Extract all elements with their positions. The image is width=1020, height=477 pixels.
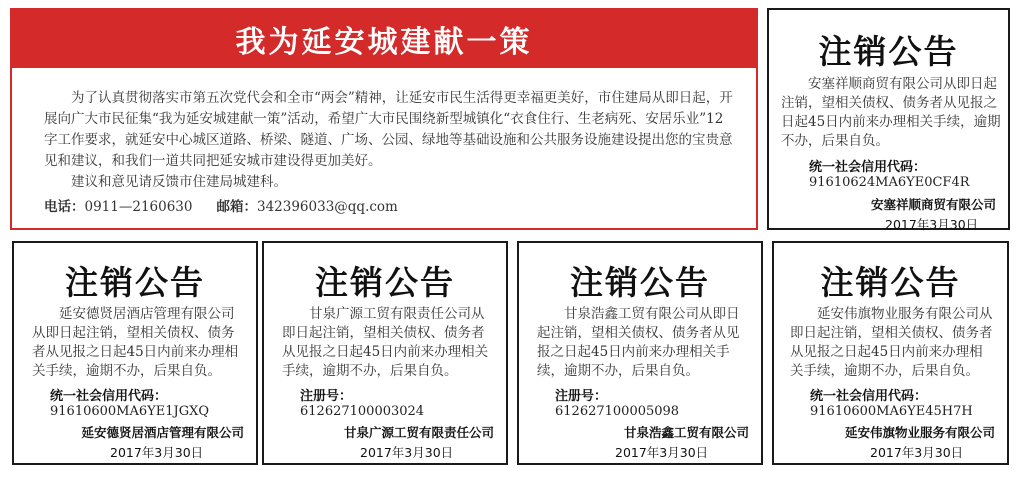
proposal-paragraph: 为了认真贯彻落实市第五次党代会和全市“两会”精神，让延安市民生活得更幸福更美好，市住建局从即日起，开展向广大市民征集“我为延安城建献一策”活动，希望广大市民围绕新型城镇化“衣食住行、生老病死、安居乐业”12字工作要求，就延安中心城区道路、桥梁、隧道、广场、公园、绿地等基础设施和公共服务设施建设提出您的宝贵意见和建议，和我们一道共同把延安城市建设得更加美好。: [44, 90, 733, 169]
cancellation-notice: [12, 241, 258, 465]
email-label: 邮箱：: [216, 199, 257, 215]
notice-date: 2017年3月30日: [360, 445, 454, 460]
notice-body: 延安德贤居酒店管理有限公司从即日起注销，望相关债权、债务者从见报之日起45日内前来办理相关手续，逾期不办，后果自负。: [32, 306, 239, 379]
notice-title: 注销公告: [570, 263, 710, 302]
notice-code-label: 统一社会信用代码：: [50, 389, 168, 404]
notice-body: 延安伟旗物业服务有限公司从即日起注销，望相关债权、债务者从见报之日起45日内前来办理相关手续，逾期不办，后果自负。: [790, 306, 993, 379]
notice-body: 安塞祥顺商贸有限公司从即日起注销，望相关债权、债务者从见报之日起45日内前来办理相关手续，逾期不办，后果自负。: [781, 76, 1001, 149]
notice-code-label: 注册号：: [300, 389, 353, 404]
email-address: 342396033@qq.com: [256, 199, 398, 215]
notice-code-label: 注册号：: [555, 389, 608, 404]
notice-title: 注销公告: [65, 263, 205, 302]
notice-date: 2017年3月30日: [885, 217, 979, 232]
proposal-contact: [44, 197, 734, 218]
proposal-body: [44, 88, 734, 218]
notice-company: 安塞祥顺商贸有限公司: [870, 197, 996, 212]
notice-company: 甘泉广源工贸有限责任公司: [343, 425, 494, 440]
notice-code-label: 统一社会信用代码：: [809, 160, 927, 175]
cancellation-notice: [262, 241, 508, 465]
notice-title: 注销公告: [820, 263, 961, 302]
notice-code: 91610600MA6YE1JGXQ: [50, 404, 209, 419]
cancellation-notice: [767, 8, 1010, 230]
notice-code: 612627100003024: [300, 404, 425, 419]
notice-body: 甘泉浩鑫工贸有限公司从即日起注销，望相关债权、债务者从见报之日起45日内前来办理相关手续，逾期不办，后果自负。: [537, 306, 740, 379]
notice-title: 注销公告: [315, 263, 455, 302]
phone-number: 0911—2160630: [84, 199, 193, 215]
notice-date: 2017年3月30日: [615, 445, 709, 460]
notice-code: 612627100005098: [555, 404, 680, 419]
proposal-announcement: [10, 8, 758, 230]
notice-company: 延安德贤居酒店管理有限公司: [81, 425, 244, 440]
cancellation-notice: [772, 241, 1009, 465]
notice-code: 91610624MA6YE0CF4R: [809, 175, 970, 190]
notice-code: 91610600MA6YE45H7H: [810, 404, 973, 419]
notice-company: 延安伟旗物业服务有限公司: [844, 425, 995, 440]
notice-date: 2017年3月30日: [870, 445, 964, 460]
notice-body: 甘泉广源工贸有限责任公司从即日起注销，望相关债权、债务者从见报之日起45日内前来办理相关手续，逾期不办，后果自负。: [282, 306, 489, 379]
notice-title: 注销公告: [818, 32, 959, 71]
phone-label: 电话：: [44, 199, 85, 215]
cancellation-notice: [517, 241, 763, 465]
proposal-title: 我为延安城建献一策: [12, 10, 756, 68]
notice-date: 2017年3月30日: [110, 445, 204, 460]
notice-code-label: 统一社会信用代码：: [810, 389, 928, 404]
proposal-feedback-note: 建议和意见请反馈市住建局城建科。: [71, 174, 287, 190]
notice-company: 甘泉浩鑫工贸有限公司: [623, 425, 749, 440]
